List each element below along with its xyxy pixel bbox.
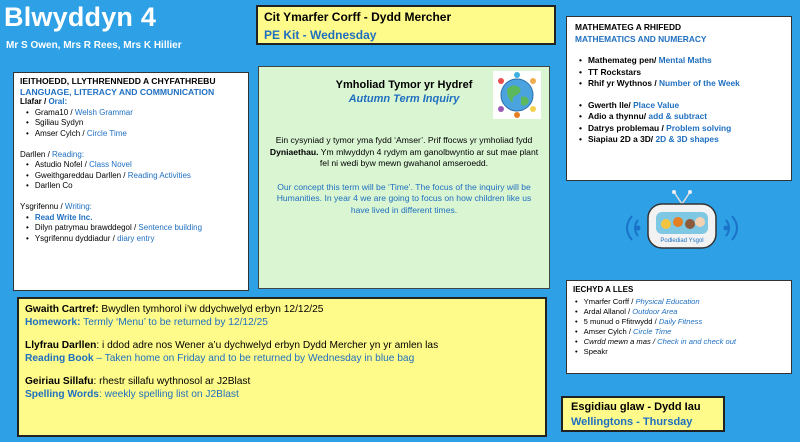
teachers-list: Mr S Owen, Mrs R Rees, Mrs K Hillier: [6, 40, 182, 51]
inquiry-title-english: Autumn Term Inquiry: [348, 93, 460, 105]
literacy-heading-welsh: IEITHOEDD, LLYTHRENNEDD A CHYFATHREBU: [20, 76, 216, 86]
health-list: [575, 297, 785, 357]
list-item: • Darllen Co: [26, 181, 242, 192]
list-item: • Rhif yr Wythnos / Number of the Week: [579, 78, 783, 90]
oral-heading: Llafar / Oral:: [20, 97, 68, 107]
spelling-block: Geiriau Sillafu: rhestr sillafu wythnosol ar J2Blast Spelling Words: weekly spelling list on J2Blast: [25, 376, 251, 400]
literacy-heading-english: LANGUAGE, LITERACY AND COMMUNICATION: [20, 86, 215, 97]
inquiry-text-english: Our concept this term will be ‘Time’. The focus of the inquiry will be Humanities. In year 4 we are going to focus on how children like us have lived in different times.: [276, 181, 532, 215]
list-item: • Dilyn patrymau brawddegol / Sentence building: [26, 223, 242, 234]
list-item: • Amser Cylch / Circle Time: [26, 129, 242, 140]
list-item: • Adio a thynnu/ add & subtract: [579, 111, 783, 123]
globe-icon: [493, 71, 541, 119]
list-item: • Ysgrifennu dyddiadur / diary entry: [26, 234, 242, 245]
list-item: • Gweithgareddau Darllen / Reading Activities: [26, 171, 242, 182]
pe-kit-welsh: Cit Ymarfer Corff - Dydd Mercher: [264, 10, 452, 24]
health-heading: IECHYD A LLES: [573, 285, 634, 294]
list-item: • Mathemateg pen/ Mental Maths: [579, 55, 783, 67]
list-item: • Ardal Allanol / Outdoor Area: [575, 307, 785, 317]
oral-list: [26, 108, 242, 140]
writing-heading: Ysgrifennu / Writing:: [20, 201, 92, 211]
reading-book-block: Llyfrau Darllen: i ddod adre nos Wener a’u dychwelyd erbyn Dydd Mercher yn yr amlen las Reading Book – Taken home on Friday and to be returned by Wednesday in blue bag: [25, 340, 439, 364]
wellingtons-english: Wellingtons - Thursday: [571, 416, 693, 428]
list-item: • Astudio Nofel / Class Novel: [26, 160, 242, 171]
page-title: Blwyddyn 4: [4, 2, 157, 32]
list-item: • Gwerth lle/ Place Value: [579, 100, 783, 112]
inquiry-title-welsh: Ymholiad Tymor yr Hydref: [335, 79, 473, 91]
homework-block: Gwaith Cartref: Bwydlen tymhorol i’w ddychwelyd erbyn 12/12/25 Homework: Termly ‘Menu’ to be returned by 12/12/25: [25, 304, 324, 328]
list-item: • Amser Cylch / Circle Time: [575, 327, 785, 337]
list-item: • Datrys problemau / Problem solving: [579, 123, 783, 135]
wellingtons-welsh: Esgidiau glaw - Dydd Iau: [571, 401, 701, 413]
wellingtons-box: [561, 396, 725, 432]
podcast-caption: Podlediad Ysgol: [660, 238, 704, 244]
list-item: • Cwrdd mewn a mas / Check in and check out: [575, 337, 785, 347]
pe-kit-box: [256, 5, 556, 45]
list-item: • TT Rockstars: [579, 67, 783, 79]
inquiry-text-welsh: Ein cysyniad y tymor yma fydd ‘Amser’. Prif ffocws yr ymholiad fydd Dyniaethau. Ym mlwyddyn 4 rydym am ganolbwyntio ar sut mae plant fel ni wedi byw mewn gwahanol amseroedd.: [269, 135, 539, 168]
list-item: • Read Write Inc.: [26, 213, 242, 224]
list-item: • Speakr: [575, 347, 785, 357]
reading-list: [26, 160, 242, 192]
maths-list-1: [579, 55, 783, 90]
maths-box: [566, 16, 792, 181]
list-item: • Siapiau 2D a 3D/ 2D & 3D shapes: [579, 134, 783, 146]
homework-box: [17, 297, 547, 437]
health-box: [566, 280, 792, 374]
maths-heading-english: MATHEMATICS AND NUMERACY: [575, 33, 707, 44]
list-item: • Grama10 / Welsh Grammar: [26, 108, 242, 119]
list-item: • Sgiliau Sydyn: [26, 118, 242, 129]
inquiry-box: [258, 66, 550, 289]
maths-heading-welsh: MATHEMATEG A RHIFEDD: [575, 22, 682, 32]
literacy-box: [13, 72, 249, 291]
reading-heading: Darllen / Reading:: [20, 149, 85, 159]
podcast-logo-icon: [614, 190, 750, 270]
pe-kit-english: PE Kit - Wednesday: [264, 28, 377, 42]
list-item: • Ymarfer Corff / Physical Education: [575, 297, 785, 307]
maths-list-2: [579, 100, 783, 146]
writing-list: [26, 213, 242, 245]
list-item: • 5 munud o Ffitrwydd / Daily Fitness: [575, 317, 785, 327]
